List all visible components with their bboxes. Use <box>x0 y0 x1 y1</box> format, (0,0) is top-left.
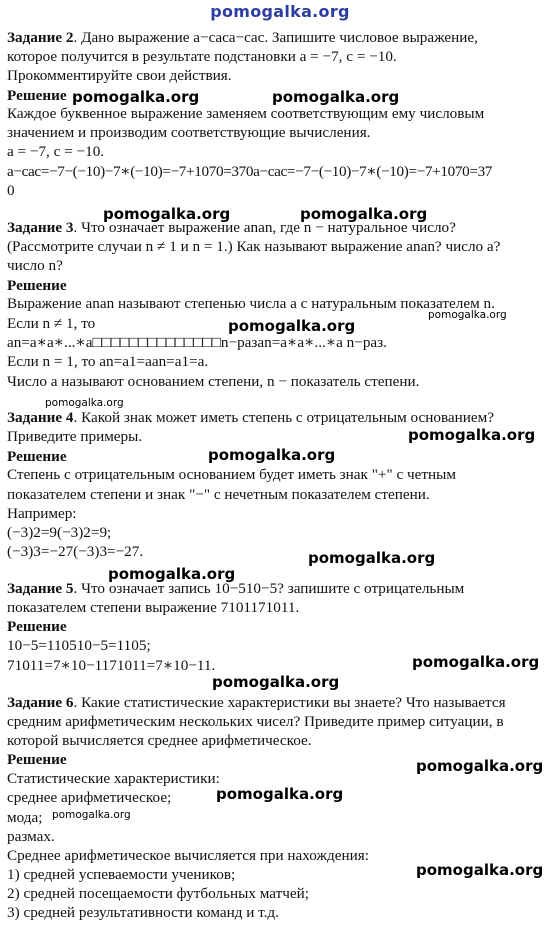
watermark: pomogalka.org <box>228 317 356 335</box>
watermark: pomogalka.org <box>272 88 400 106</box>
task-3-solution-line-3: an=a∗a∗...∗a□□□□□□□□□□□□□□n−разan=a∗a∗...∗a n−раз. <box>7 334 387 351</box>
watermark: pomogalka.org <box>72 88 200 106</box>
task-2-solution-line-4: a−cac=−7−(−10)−7∗(−10)=−7+1070=370a−cac=−7−(−10)−7∗(−10)=−7+1070=37 <box>7 163 493 180</box>
task-6-solution-line-4: размах. <box>7 828 55 845</box>
watermark-small: pomogalka.org <box>428 309 507 321</box>
watermark: pomogalka.org <box>412 653 540 671</box>
task-6-label: Задание 6 <box>7 694 74 711</box>
task-6-line-3: которой вычисляется среднее арифметическое. <box>7 732 312 749</box>
task-4-label: Задание 4 <box>7 409 74 426</box>
task-5-line-1: Задание 5. Что означает запись 10−510−5? запишите с отрицательным <box>7 580 465 597</box>
watermark-small: pomogalka.org <box>45 397 124 409</box>
task-6-solution-line-6: 1) средней успеваемости учеников; <box>7 866 236 883</box>
task-2-solution-heading: Решение <box>7 87 67 104</box>
task-2-solution-line-3: a = −7, c = −10. <box>7 143 105 160</box>
task-5-solution-line-2: 71011=7∗10−1171011=7∗10−11. <box>7 657 216 674</box>
watermark-small: pomogalka.org <box>52 809 131 821</box>
task-6-line-1: Задание 6. Какие статистические характеристики вы знаете? Что называется <box>7 694 506 711</box>
watermark: pomogalka.org <box>108 565 236 583</box>
task-4-solution-line-1: Степень с отрицательным основанием будет иметь знак "+" с четным <box>7 466 456 483</box>
task-4-solution-line-4: (−3)2=9(−3)2=9; <box>7 524 112 541</box>
task-4-solution-heading: Решение <box>7 448 67 465</box>
watermark: pomogalka.org <box>103 205 231 223</box>
task-2-solution-line-2: значением и производим соответствующие вычисления. <box>7 124 371 141</box>
task-6-solution-line-3: мода; <box>7 809 43 826</box>
task-4-solution-line-5: (−3)3=−27(−3)3=−27. <box>7 543 144 560</box>
task-3-label: Задание 3 <box>7 219 74 236</box>
task-2-solution-line-1: Каждое буквенное выражение заменяем соответствующим ему числовым <box>7 105 485 122</box>
task-5-solution-line-1: 10−5=110510−5=1105; <box>7 637 151 654</box>
task-6-solution-line-1: Статистические характеристики: <box>7 770 220 787</box>
task-2-line-3: Прокомментируйте свои действия. <box>7 67 232 84</box>
watermark: pomogalka.org <box>408 426 536 444</box>
task-3-line-3: число n? <box>7 257 63 274</box>
task-3-solution-line-4: Если n = 1, то an=a1=aan=a1=a. <box>7 353 209 370</box>
task-3-solution-line-2: Если n ≠ 1, то <box>7 315 96 332</box>
task-4-solution-line-2: показателем степени и знак "−" с нечетным показателем степени. <box>7 486 430 503</box>
watermark: pomogalka.org <box>208 446 336 464</box>
task-4-line-1: Задание 4. Какой знак может иметь степень с отрицательным основанием? <box>7 409 495 426</box>
task-3-line-2: (Рассмотрите случаи n ≠ 1 и n = 1.) Как называют выражение anan? число a? <box>7 238 501 255</box>
task-5-line-2: показателем степени выражение 7101171011. <box>7 599 300 616</box>
task-5-label: Задание 5 <box>7 580 74 597</box>
task-4-line-2: Приведите примеры. <box>7 428 143 445</box>
task-6-solution-line-5: Среднее арифметическое вычисляется при нахождения: <box>7 847 369 864</box>
watermark: pomogalka.org <box>212 673 340 691</box>
watermark: pomogalka.org <box>216 785 344 803</box>
task-3-solution-line-5: Число a называют основанием степени, n − показатель степени. <box>7 373 420 390</box>
task-4-solution-line-3: Например: <box>7 505 77 522</box>
watermark: pomogalka.org <box>300 205 428 223</box>
task-2-label: Задание 2 <box>7 29 74 46</box>
task-3-solution-line-1: Выражение anan называют степенью числа a с натуральным показателем n. <box>7 295 495 312</box>
task-6-solution-line-8: 3) средней результативности команд и т.д. <box>7 904 279 921</box>
watermark: pomogalka.org <box>308 549 436 567</box>
task-3-solution-heading: Решение <box>7 277 67 294</box>
task-6-solution-heading: Решение <box>7 751 67 768</box>
task-2-solution-line-5: 0 <box>7 182 15 199</box>
task-5-solution-heading: Решение <box>7 618 67 635</box>
task-2-line-1: Задание 2. Дано выражение a−caca−cac. Запишите числовое выражение, <box>7 29 478 46</box>
task-6-line-2: средним арифметическим нескольких чисел? Приведите пример ситуации, в <box>7 713 504 730</box>
task-6-solution-line-7: 2) средней посещаемости футбольных матчей; <box>7 885 309 902</box>
watermark: pomogalka.org <box>416 861 544 879</box>
task-6-solution-line-2: среднее арифметическое; <box>7 789 172 806</box>
task-2-line-2: которое получится в результате подстановки a = −7, c = −10. <box>7 48 397 65</box>
task-3-line-1: Задание 3. Что означает выражение anan, где n − натуральное число? <box>7 219 456 236</box>
watermark: pomogalka.org <box>416 757 544 775</box>
site-header[interactable]: pomogalka.org <box>210 2 350 21</box>
